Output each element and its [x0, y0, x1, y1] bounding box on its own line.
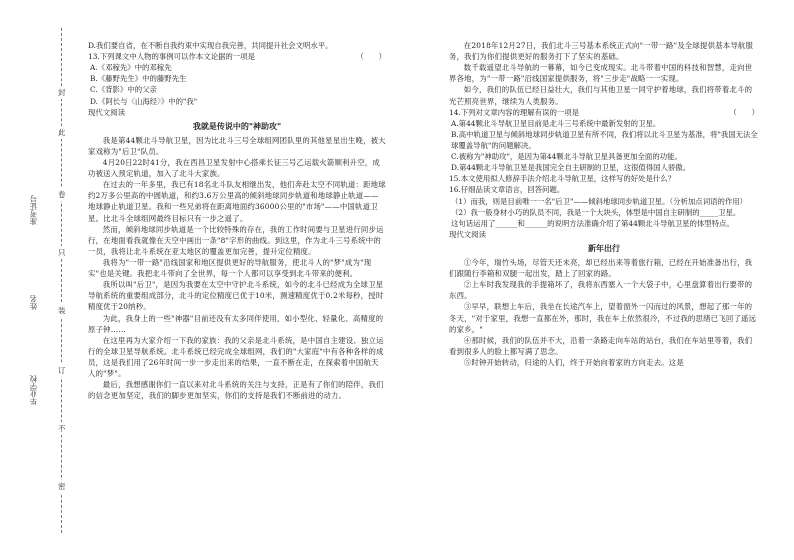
- seal-char: 不: [58, 422, 66, 435]
- article-paragraph: 为此，我身上的一些"神器"目前还没有太多同伴使用，如小型化、轻量化、高精度的原子钟……: [88, 313, 384, 334]
- q13-option: C.《背影》中的父亲: [90, 85, 157, 95]
- article-paragraph: 我是第44颗北斗导航卫星，因为比北斗三号全球组网团队里的其他星星出生晚，被大家戏称为"后卫"队员。: [88, 135, 386, 156]
- story-paragraph: ⑤时钟开始转动，归途的人们，终于开始向着家的方向走去。这是: [463, 357, 684, 367]
- story-paragraph: ②上车时我发现我的手提箱坏了，我将东西塞入一个大袋子中，心里盘算着出行要带的东西。: [449, 280, 753, 301]
- q14-option: C.被称为"神助攻"，是因为第44颗北斗导航卫星具备更加全面的功能。: [451, 152, 682, 162]
- seal-char: 卷: [58, 188, 66, 201]
- q14-option: B.高中轨道卫星与倾斜地球同步轨道卫星有所不同，我们将以北斗卫星为基准，将"我国无法全球覆盖导航"的问题解决。: [451, 129, 758, 150]
- article-paragraph: 4月20日22时41分，我在西昌卫星发射中心搭乘长征三号乙运载火箭顺利升空，成功被送入预定轨道，加入了北斗大家族。: [88, 157, 381, 179]
- article-paragraph: 在过去的一年多里，我已有18名北斗队友相继出发，他们奔赴太空不同轨道：距地球约2万多公里高的中圆轨道，和约3.6万公里高的倾斜地球同步轨道和地球静止轨道——地球静止轨道卫星。我和一些兄弟将在距离地面约36000公里的"市场"——中国轨道卫星。比北斗全球组网最终目标只有一步之遥了。: [88, 180, 386, 223]
- seal-char: 密: [58, 480, 66, 493]
- q16-part-2-cont: 这句话运用了______和______的说明方法准确介绍了第44颗北斗导航卫星的体型特点。: [451, 218, 734, 228]
- section-heading: 现代文阅读: [449, 229, 486, 239]
- q16-part-1: （1）而我，则是目前唯一一名"后卫"——倾斜地球同步轨道卫星。（分析加点词语的作用）: [451, 196, 748, 206]
- left-column: [88, 40, 386, 401]
- article-paragraph: 在这里再为大家介绍一下我的家族：我的父亲是北斗系统，是中国自主建设、独立运行的全球卫星导航系统。北斗系统已经完成全球组网，我们的"大家庭"中有各种各样的成员，这是我们用了26年时间一步一步走出来的结果，一直不断在走，在探索着中国航天人的"梦"。: [88, 335, 384, 379]
- article-paragraph: 我所以叫"后卫"，是因为我要在太空中守护北斗系统，如今的北斗已经成为全球卫星导航系统的重要组成部分，北斗的定位精度已优于10米，测速精度优于0.2米每秒，授时精度优于20纳秒。: [88, 280, 384, 312]
- q13-stem: 13.下列课文中人物的事例可以作本文论据的一项是 （ ）: [88, 52, 386, 62]
- seal-char: 装: [58, 304, 66, 317]
- q13-answer-blank[interactable]: （ ）: [356, 52, 386, 62]
- seal-char: 订: [58, 364, 66, 377]
- q14-option: D.第44颗北斗导航卫星是我国完全自主研制的卫星，这很值得国人骄傲。: [451, 163, 691, 173]
- q16-part-2: （2）我一般身材小巧的队员不同，我是一个大块头，体型是中国自主研制的_____卫星。: [451, 207, 741, 217]
- section-heading: 现代文阅读: [88, 107, 125, 117]
- school-field[interactable]: 毕业学校: [29, 375, 39, 405]
- q13-option: A.《邓稼先》中的邓稼先: [90, 63, 172, 73]
- q14-answer-blank[interactable]: （ ）: [729, 107, 759, 117]
- binding-dashed-line: [61, 28, 62, 533]
- name-field[interactable]: 姓名: [29, 295, 39, 310]
- q14-option: A.第44颗北斗导航卫星目前是北斗三号系统中最新发射的卫星。: [451, 118, 661, 128]
- article-paragraph: 我将为"一带一路"沿线国家和地区提供更好的导航服务，使北斗人的"梦"成为"现实"也是关键。我把北斗带向了全世界，每一个人都可以享受到北斗带来的便利。: [88, 257, 372, 279]
- binding-margin: [0, 0, 78, 560]
- story-paragraph: ①今年，瑞竹头场，尽管天还未亮，却已经出来等着旅行箱，已经在开始准备出行，我们跟随行李箱和双腿一起出发，踏上了回家的路。: [449, 257, 753, 279]
- article-paragraph: 如今，我们的队伍已经日益壮大，我们与其他卫星一同守护着地球，我们将带着北斗的光芒照亮世界，继续为人类服务。: [449, 85, 753, 106]
- q13-option: D.《阿长与〈山海经〉》中的"我": [90, 96, 198, 106]
- seal-char: 此: [58, 126, 66, 139]
- article-paragraph: 在2018年12月27日，我们北斗三号基本系统正式向"一带一路"及全球提供基本导航服务，我们为你们提供更好的服务打下了坚实的基础。: [449, 41, 754, 62]
- article-title: 我就是传说中的"神助攻": [192, 120, 282, 131]
- q13-option: B.《藤野先生》中的藤野先生: [90, 74, 187, 84]
- q12-option-d: D.我们要自省，在不断自我约束中实现自我完善，共同提升社会文明水平。: [88, 41, 333, 50]
- article-paragraph: 最后，我想感谢你们一直以来对北斗系统的关注与支持，正是有了你们的陪伴，我们的信念更加坚定，我们的脚步更加坚实，你们的支持是我们不断前进的动力。: [88, 380, 384, 401]
- story-paragraph: ③早早，联想上车后，我坐在长途汽车上，望着窗外一闪而过的风景，想起了那一年的冬天，"对于家里，我想一直都在外，那时，我在车上依然很冷，不过我的思绪已飞回了遥远的家乡。": [449, 302, 757, 334]
- story-title: 新年出行: [588, 242, 620, 253]
- story-paragraph: ④那时候，我们的队伍并不大，沿着一条路走向车站的站台，我们在车站里等着，我们看到很多人的脸上都写满了思念。: [449, 335, 753, 356]
- right-column: [449, 40, 759, 368]
- exam-number-field[interactable]: 准考证号: [29, 195, 39, 225]
- seal-char: 只: [58, 246, 66, 259]
- article-paragraph: 数千载遥望北斗导航的一幕幕，如今已变成现实。北斗带着中国的科技和智慧，走向世界各地，为"一带一路"沿线国家提供服务，将"三步走"战略一一实现。: [449, 63, 753, 84]
- q16-stem: 16.仔细品读文章语言，回答问题。: [449, 185, 565, 195]
- q15-stem: 15.本文使用拟人修辞手法介绍北斗导航卫星，这样写的好处是什么？: [449, 174, 676, 184]
- q14-stem: 14.下列对文章内容的理解有误的一项是 （ ）: [449, 107, 759, 117]
- article-paragraph: 然而，倾斜地球同步轨道是一个比较特殊的存在，我的工作时间要与卫星进行同步运行，在地面看我就像在天空中画出一条"8"字形的曲线。到这里，作为北斗三号系统中的一员，我将让北斗系统在亚太地区的覆盖更加完善，提升定位精度。: [88, 224, 384, 256]
- seal-char: 封: [58, 86, 66, 99]
